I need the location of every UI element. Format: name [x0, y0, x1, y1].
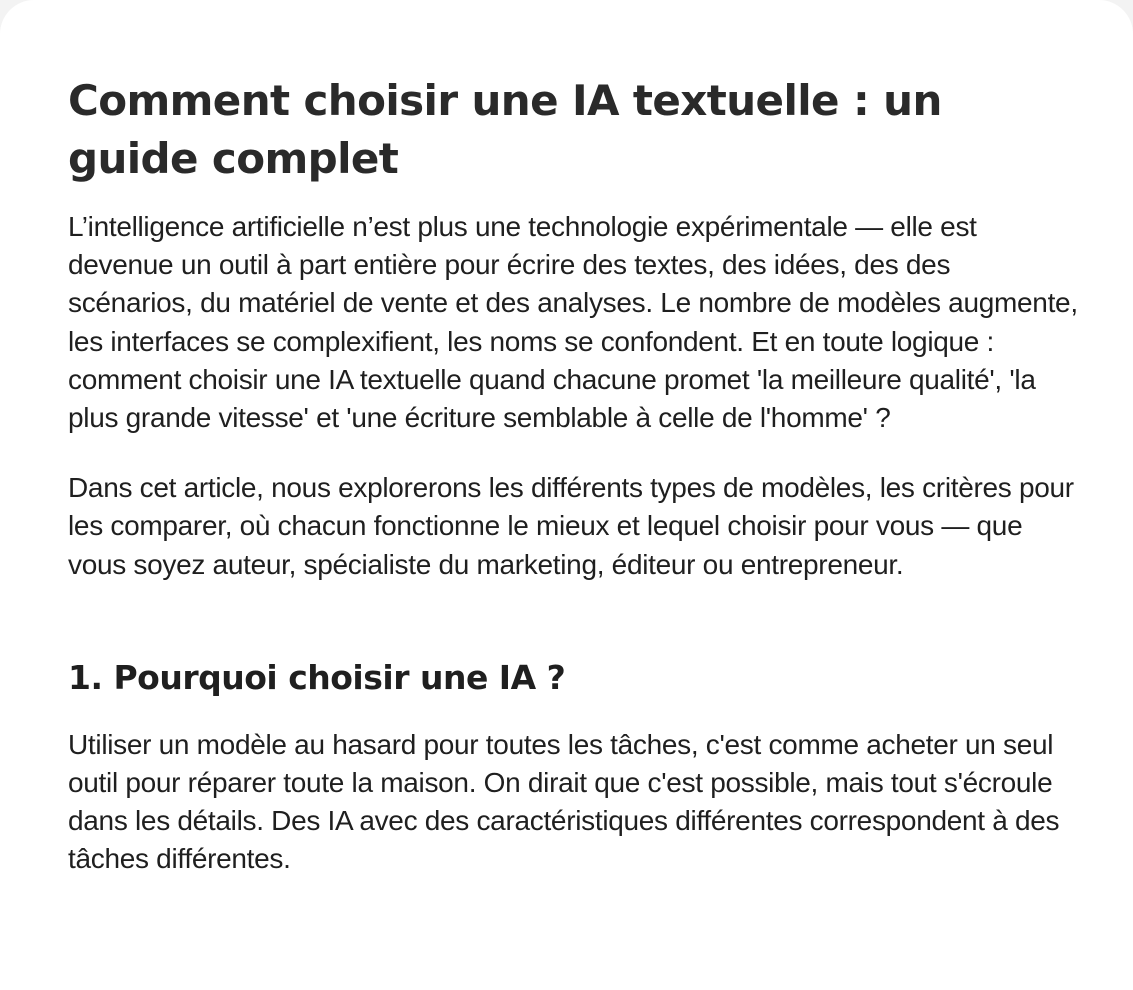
intro-paragraph-2: Dans cet article, nous explorerons les différents types de modèles, les critères pour les comparer, où chacun fonctionne le mieux et lequel choisir pour vous — que vous soyez auteur, spécialiste du marketing, éditeur ou entrepreneur.: [68, 472, 1074, 580]
page-title: Comment choisir une IA textuelle : un guide complet: [68, 76, 942, 183]
intro-paragraph-1: L’intelligence artificielle n’est plus une technologie expérimentale — elle est devenue un outil à part entière pour écrire des textes, des idées, des des scénarios, du matériel de vente et des analyses. Le nombre de modèles augmente, les interfaces se complexifient, les noms se confondent. Et en toute logique : comment choisir une IA textuelle quand chacune promet 'la meilleure qualité', 'la plus grande vitesse' et 'une écriture semblable à celle de l'homme' ?: [68, 211, 1078, 434]
section-paragraph-1: Utiliser un modèle au hasard pour toutes les tâches, c'est comme acheter un seul outil pour réparer toute la maison. On dirait que c'est possible, mais tout s'écroule dans les détails. Des IA avec des caractéristiques différentes correspondent à des tâches différentes.: [68, 728, 1060, 875]
article-content: [68, 72, 1078, 911]
section-heading-1: 1. Pourquoi choisir une IA ?: [68, 657, 566, 697]
